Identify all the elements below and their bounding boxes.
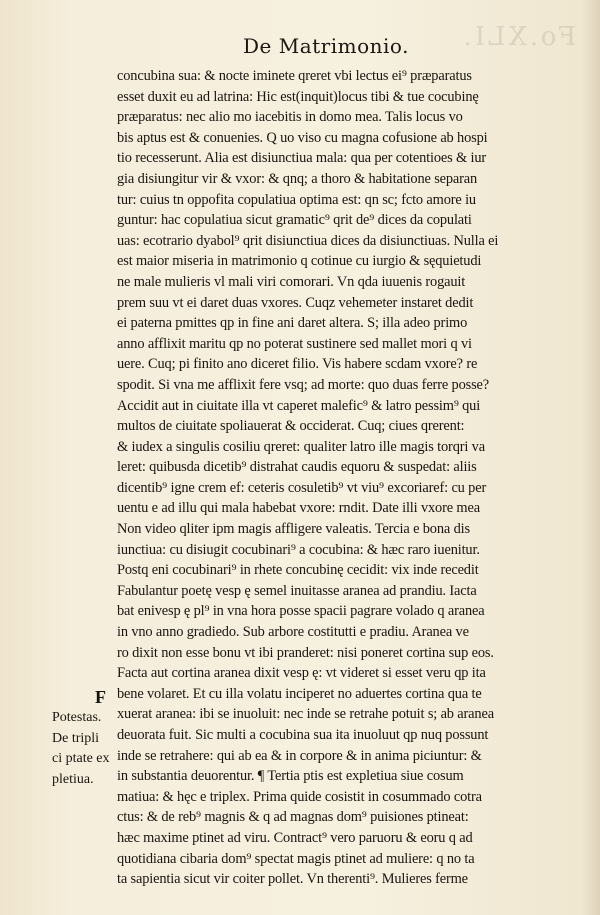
margin-note-pletiua: pletiua.: [52, 772, 94, 787]
text-line: matiua: & hęc e triplex. Prima quide cosistit in cosummado cotra: [117, 788, 482, 805]
text-line: anno afflixit maritu qp no poterat sustinere sed mallet mori q vi: [117, 335, 472, 352]
text-line: ne male mulieris vl mali viri comorari. Vn qda iuuenis rogauit: [117, 273, 466, 290]
text-line: bat enivesp ę pl⁹ in vna hora posse spacii pagrare volado q aranea: [117, 603, 485, 620]
text-line: concubina sua: & nocte iminete qreret vbi lectus ei⁹ præparatus: [117, 68, 472, 84]
text-line: est maior miseria in matrimonio q cotinue cu iurgio & sęquietudi: [117, 253, 482, 270]
text-line: dicentib⁹ igne crem ef: ceteris cosuletib⁹ vt viu⁹ excoriaref: cu per: [117, 479, 487, 496]
text-line: spodit. Si vna me afflixit fere vsq; ad morte: quo duas ferre posse?: [117, 376, 489, 393]
text-line: quotidiana cibaria dom⁹ spectat magis ptinet ad muliere: q no ta: [117, 850, 475, 867]
text-line: prem suu vt ei daret duas vxores. Cuqz vehemeter instaret dedit: [117, 294, 474, 311]
text-line: in substantia deuorentur. ¶ Tertia ptis est expletiua siue cosum: [117, 768, 464, 785]
text-line: uentu e ad illu qui mala habebat vxore: rndit. Date illi vxore mea: [117, 500, 480, 517]
text-line: Postq eni cocubinari⁹ in rhete concubinę cecidit: vix inde recedit: [117, 562, 479, 579]
text-line: Non video qliter ipm magis affligere valeatis. Tercia e bona dis: [117, 521, 470, 538]
text-line: & iudex a singulis cosiliu qreret: qualiter latro ille magis torqri va: [117, 438, 485, 455]
bleed-through-text: Fo.XLI.: [460, 22, 576, 50]
text-line: ctus: & de reb⁹ magnis & q ad magnas dom⁹ puisiones ptineat:: [117, 809, 469, 826]
text-line: iunctiua: cu disiugit cocubinari⁹ a cocubina: & hæc raro iuenitur.: [117, 541, 480, 558]
text-line: leret: quibusda dicetib⁹ distrahat caudis equoru & suspedat: aliis: [117, 459, 477, 476]
margin-initial-letter: F: [95, 687, 106, 707]
text-line: tio recesserunt. Alia est disiunctiua mala: qua per cotentioes & iur: [117, 150, 487, 167]
text-line: in vno anno gradiedo. Sub arbore costitutti e pradiu. Aranea ve: [117, 624, 469, 641]
text-line: guntur: hac copulatiua sicut gramatic⁹ qrit de⁹ dices da copulati: [117, 212, 472, 229]
text-line: uas: ecotrario dyabol⁹ qrit disiunctiua dices da disiunctiuas. Nulla ei: [117, 232, 499, 249]
margin-note-de-tripli: De tripli: [52, 731, 100, 746]
text-line: xuerat aranea: ibi se inuoluit: nec inde se retrahe potuit s; ab aranea: [117, 706, 494, 723]
text-line: præparatus: nec alio mo iacebitis in domo mea. Talis locus vo: [117, 109, 463, 126]
main-text-block: [117, 66, 569, 890]
text-line: ei paterna pmittes qp in fine ani daret altera. S; illa adeo primo: [117, 315, 468, 332]
text-line: bene volaret. Et cu illa volatu inciperet no aduertes cortina qua te: [117, 685, 482, 702]
text-line: deuorata fuit. Sic multi a cocubina sua ita inuoluut qp nuq possunt: [117, 727, 489, 743]
text-line: ta sapientia sicut vir coiter pollet. Vn therenti⁹. Mulieres ferme: [117, 871, 468, 888]
text-line: hæc maxime ptinet ad viru. Contract⁹ vero paruoru & eoru q ad: [117, 829, 473, 846]
text-line: esset duxit eu ad latrina: Hic est(inquit)locus tibi & tue cocubinę: [117, 88, 479, 105]
running-head: De Matrimonio.: [243, 34, 409, 58]
text-line: Facta aut cortina aranea dixit vesp ę: vt videret si esset veru qp ita: [117, 665, 486, 682]
text-line: ro dixit non esse bonu vt ibi pranderet: nisi poneret cortina sup eos.: [117, 644, 494, 661]
text-line: Fabulantur poetę vesp ę semel inuitasse aranea ad prandiu. Iacta: [117, 582, 477, 599]
text-line: tur: cuius tn oppofita copulatiua optima est: qn sc; fcto amore iu: [117, 191, 476, 208]
text-line: uere. Cuq; pi finito ano diceret filio. Vis habere scdam vxore? re: [117, 356, 478, 373]
text-line: multos de ciuitate spoliauerat & occiderat. Cuq; ciues qrerent:: [117, 418, 465, 435]
text-line: inde se retrahere: qui ab ea & in corpore & in anima piciuntur: &: [117, 747, 482, 764]
margin-note-ci-ptate: ci ptate ex: [52, 751, 110, 766]
margin-note-potestas: Potestas.: [52, 710, 102, 725]
text-line: bis aptus est & conuenies. Q uo viso cu magna cofusione ab hospi: [117, 129, 488, 146]
text-line: Accidit aut in ciuitate illa vt caperet malefic⁹ & latro pessim⁹ qui: [117, 397, 481, 414]
text-line: gia disiungitur vir & vxor: & qnq; a thoro & habitatione separan: [117, 170, 478, 187]
